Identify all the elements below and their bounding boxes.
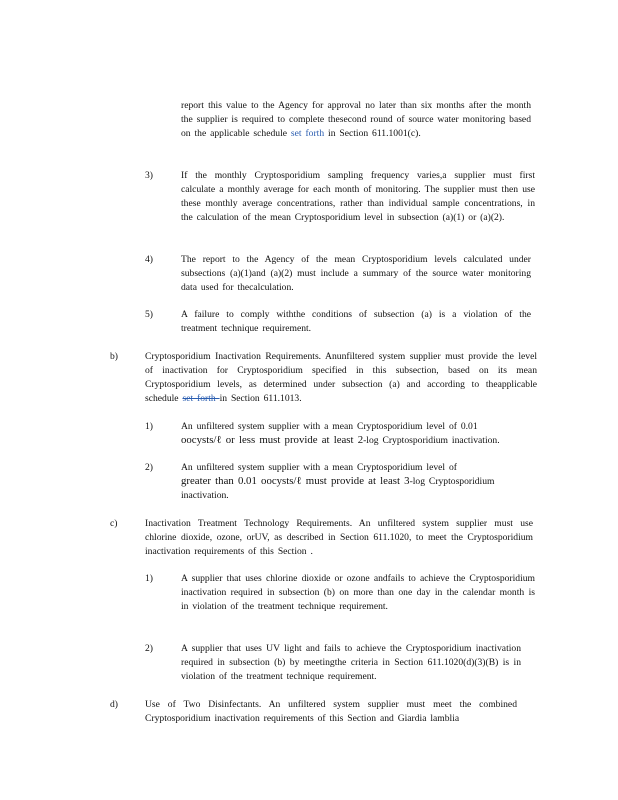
b-text-before: Cryptosporidium Inactivation Requirements. Anunfiltered system supplier must provide the level of inactivation for Cryptosporidium specified in this subsection, based on its mean Cryptosporidium levels, as determined under subsection (a) and according to theapplicable schedule xyxy=(145,351,537,404)
item-number-b1: 1) xyxy=(145,421,153,432)
paragraph-b xyxy=(145,350,537,406)
subsection-letter-d: d) xyxy=(110,699,118,710)
b1-line2-rest: -log Cryptosporidium inactivation. xyxy=(363,434,500,446)
item-number-c2: 2) xyxy=(145,643,153,654)
paragraph-d: Use of Two Disinfectants. An unfiltered system supplier must meet the combined Cryptosporidium inactivation requirements of this Section and Giardia lamblia xyxy=(145,699,517,724)
b1-line2-emphasis: oocysts/ℓ or less must provide at least 2 xyxy=(181,433,364,446)
b2-line1: An unfiltered system supplier with a mean Cryptosporidium level of xyxy=(181,462,457,473)
paragraph-c1: A supplier that uses chlorine dioxide or ozone andfails to achieve the Cryptosporidium inactivation required in subsection (b) on more than one day in the calendar month is in violation of the treatment technique requirement. xyxy=(181,573,535,612)
item-number-a5: 5) xyxy=(145,309,153,320)
b2-line3: inactivation. xyxy=(181,489,229,501)
b2-line2-emphasis: greater than 0.01 oocysts/ℓ must provide at least 3 xyxy=(181,474,410,487)
a2-text-before: report this value to the Agency for approval no later than six months after the month the supplier is required to complete thesecond round of source water monitoring based on the applicable schedule xyxy=(181,100,531,139)
paragraph-c2: A supplier that uses UV light and fails to achieve the Cryptosporidium inactivation required in subsection (b) by meetingthe criteria in Section 611.1020(d)(3)(B) is in violation of the treatment technique requirement. xyxy=(181,643,521,682)
item-number-b2: 2) xyxy=(145,462,153,473)
deleted-text: set forth xyxy=(182,392,220,404)
item-number-a3: 3) xyxy=(145,170,153,181)
b2-line2-rest: -log Cryptosporidium xyxy=(409,475,495,487)
subsection-letter-c: c) xyxy=(110,518,118,529)
inserted-text: set forth xyxy=(290,127,325,139)
item-number-c1: 1) xyxy=(145,573,153,584)
b-text-after: in Section 611.1013. xyxy=(219,392,302,404)
paragraph-b2 xyxy=(181,461,537,503)
item-number-a4: 4) xyxy=(145,254,153,265)
paragraph-b1 xyxy=(181,420,537,448)
subsection-letter-b: b) xyxy=(110,351,118,362)
paragraph-c: Inactivation Treatment Technology Requirements. An unfiltered system supplier must use chlorine dioxide, ozone, orUV, as described in Section 611.1020, to meet the Cryptosporidium inactivation requirements of this Section . xyxy=(145,518,533,557)
a2-text-after: in Section 611.1001(c). xyxy=(324,127,421,139)
paragraph-a5: A failure to comply withthe conditions of subsection (a) is a violation of the treatment technique requirement. xyxy=(181,309,531,334)
paragraph-a4: The report to the Agency of the mean Cryptosporidium levels calculated under subsections (a)(1)and (a)(2) must include a summary of the source water monitoring data used for thecalculation. xyxy=(181,254,531,293)
b1-line1: An unfiltered system supplier with a mean Cryptosporidium level of 0.01 xyxy=(181,421,478,432)
paragraph-a2-continuation xyxy=(181,99,531,141)
paragraph-a3: If the monthly Cryptosporidium sampling frequency varies,a supplier must first calculate a monthly average for each month of monitoring. The supplier must then use these monthly average concentrations, rather than individual sample concentrations, in the calculation of the mean Cryptosporidium level in subsection (a)(1) or (a)(2). xyxy=(181,170,535,223)
